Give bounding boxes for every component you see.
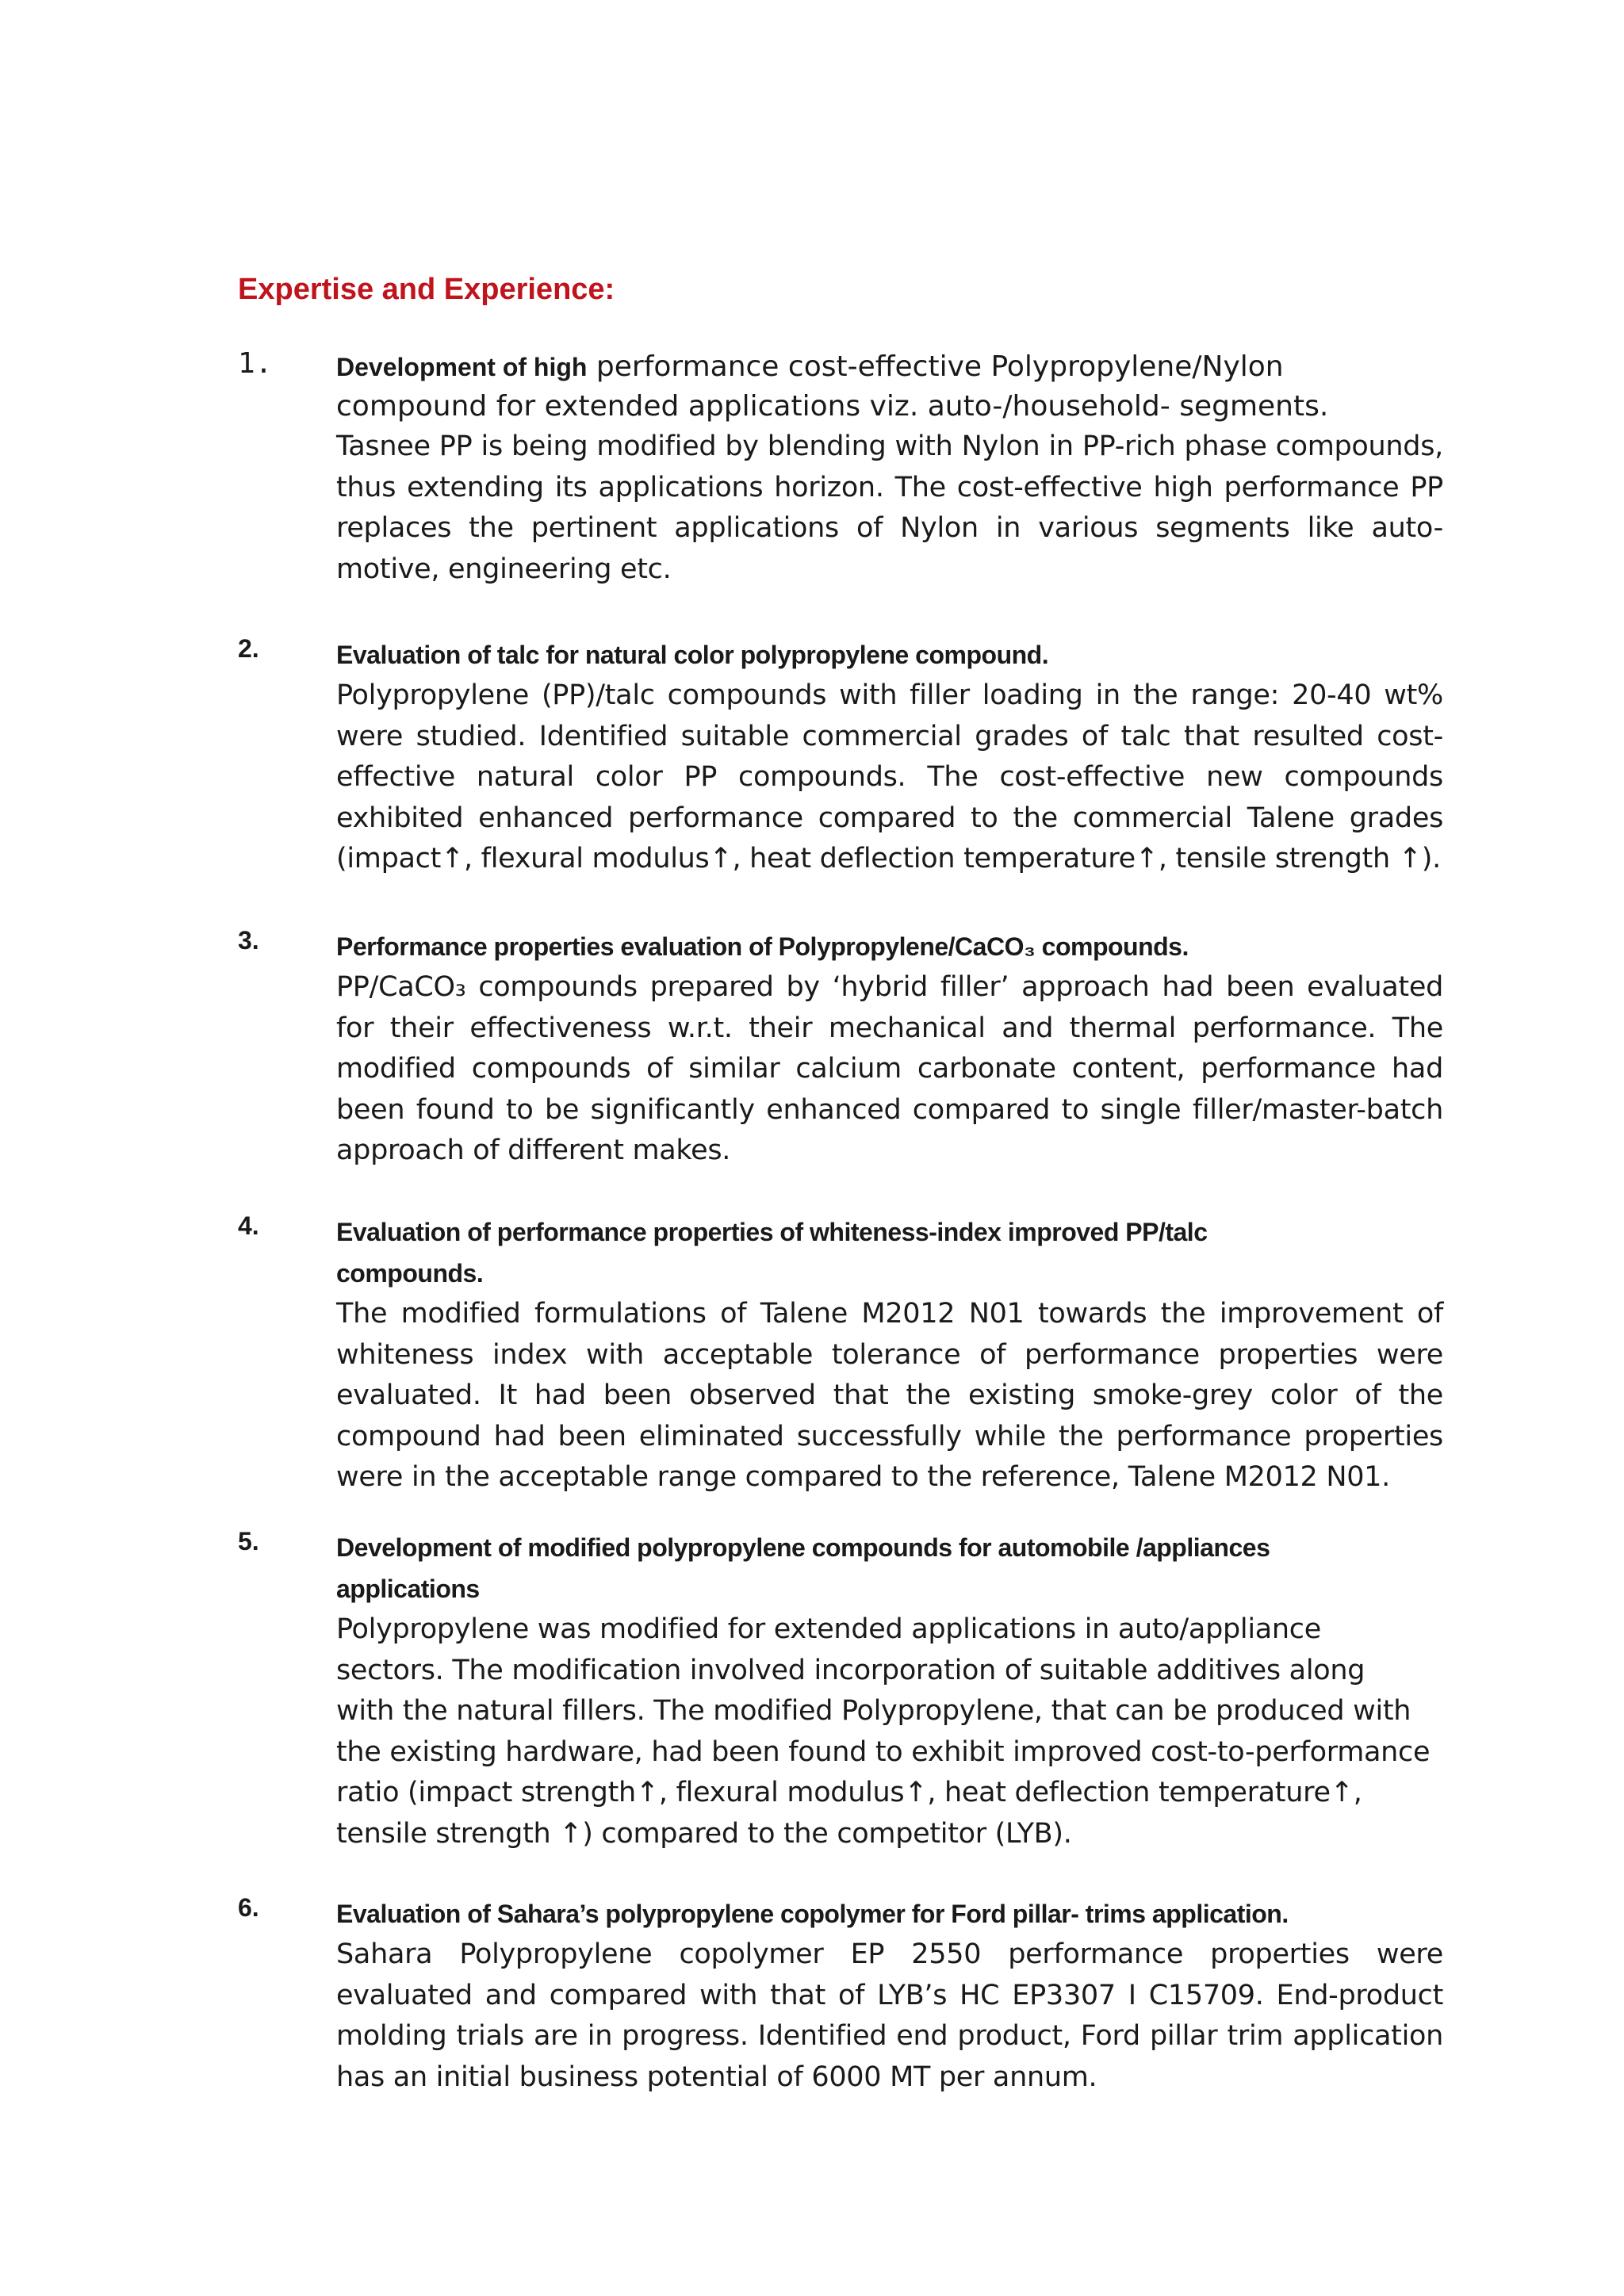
item-content <box>336 634 1443 880</box>
item-number: 4. <box>238 1211 259 1240</box>
item-body: The modified formulations of Talene M2012 N01 towards the improvement of whiteness index with acceptable tolerance of performance properties were evaluated. It had been observed that the existing smoke-grey color of the compound had been eliminated successfully while the performance properties were in the acceptable range compared to the reference, Talene M2012 N01. <box>336 1298 1443 1493</box>
item-number: 3. <box>238 926 259 955</box>
item-body: Polypropylene (PP)/talc compounds with filler loading in the range: 20-40 wt% were studied. Identified suitable commercial grades of talc that resulted cost-effective natural color PP compounds. The cost-effective new compounds exhibited enhanced performance compared to the commercial Talene grades (impact↑, flexural modulus↑, heat deflection temperature↑, tensile strength ↑). <box>336 679 1443 874</box>
list-item-6 <box>238 1893 1443 2098</box>
list-item-3 <box>238 926 1443 1172</box>
item-content <box>336 1211 1443 1498</box>
list-item-4 <box>238 1211 1443 1498</box>
item-body: Sahara Polypropylene copolymer EP 2550 performance properties were evaluated and compared with that of LYB’s HC EP3307 I C15709. End-product molding trials are in progress. Identified end product, Ford pillar trim application has an initial business potential of 6000 MT per annum. <box>336 1938 1443 2093</box>
item-body: PP/CaCO₃ compounds prepared by ‘hybrid filler’ approach had been evaluated for their effectiveness w.r.t. their mechanical and thermal performance. The modified compounds of similar calcium carbonate content, performance had been found to be significantly enhanced compared to single filler/master-batch approach of different makes. <box>336 971 1443 1166</box>
item-number: 1. <box>238 347 273 380</box>
item-number: 2. <box>238 634 259 663</box>
list-item-2 <box>238 634 1443 880</box>
item-title: Evaluation of talc for natural color polypropylene compound. <box>336 641 1049 669</box>
section-heading: Expertise and Experience: <box>238 273 615 306</box>
item-title-rest: performance cost-effective Polypropylene/Nylon compound for extended applications viz. auto-/household- segments. <box>336 350 1329 423</box>
item-title: Evaluation of Sahara’s polypropylene copolymer for Ford pillar- trims application. <box>336 1900 1289 1928</box>
item-number: 5. <box>238 1527 259 1556</box>
item-title: Development of modified polypropylene compounds for automobile /appliances applications <box>336 1533 1270 1603</box>
item-title: Performance properties evaluation of Polypropylene/CaCO₃ compounds. <box>336 932 1189 961</box>
list-item-1 <box>238 347 1443 590</box>
item-body: Polypropylene was modified for extended applications in auto/appliance sectors. The modification involved incorporation of suitable additives along with the natural fillers. The modified Polypropylene, that can be produced with the existing hardware, had been found to exhibit improved cost-to-performance ratio (impact strength↑, flexural modulus↑, heat deflection temperature↑, tensile strength ↑) compared to the competitor (LYB). <box>336 1613 1431 1850</box>
item-content <box>336 1527 1443 1854</box>
list-item-5 <box>238 1527 1443 1854</box>
item-title: Evaluation of performance properties of whiteness-index improved PP/talc compounds. <box>336 1218 1208 1288</box>
item-title-bold: Development of high <box>336 353 588 381</box>
item-number: 6. <box>238 1893 259 1922</box>
item-content <box>336 926 1443 1172</box>
item-body: Tasnee PP is being modified by blending with Nylon in PP-rich phase compounds, thus extending its applications horizon. The cost-effective high performance PP replaces the pertinent applications of Nylon in various segments like auto-motive, engineering etc. <box>336 430 1443 585</box>
item-content <box>336 1893 1443 2098</box>
item-content <box>336 347 1443 590</box>
item-title <box>336 347 1443 427</box>
